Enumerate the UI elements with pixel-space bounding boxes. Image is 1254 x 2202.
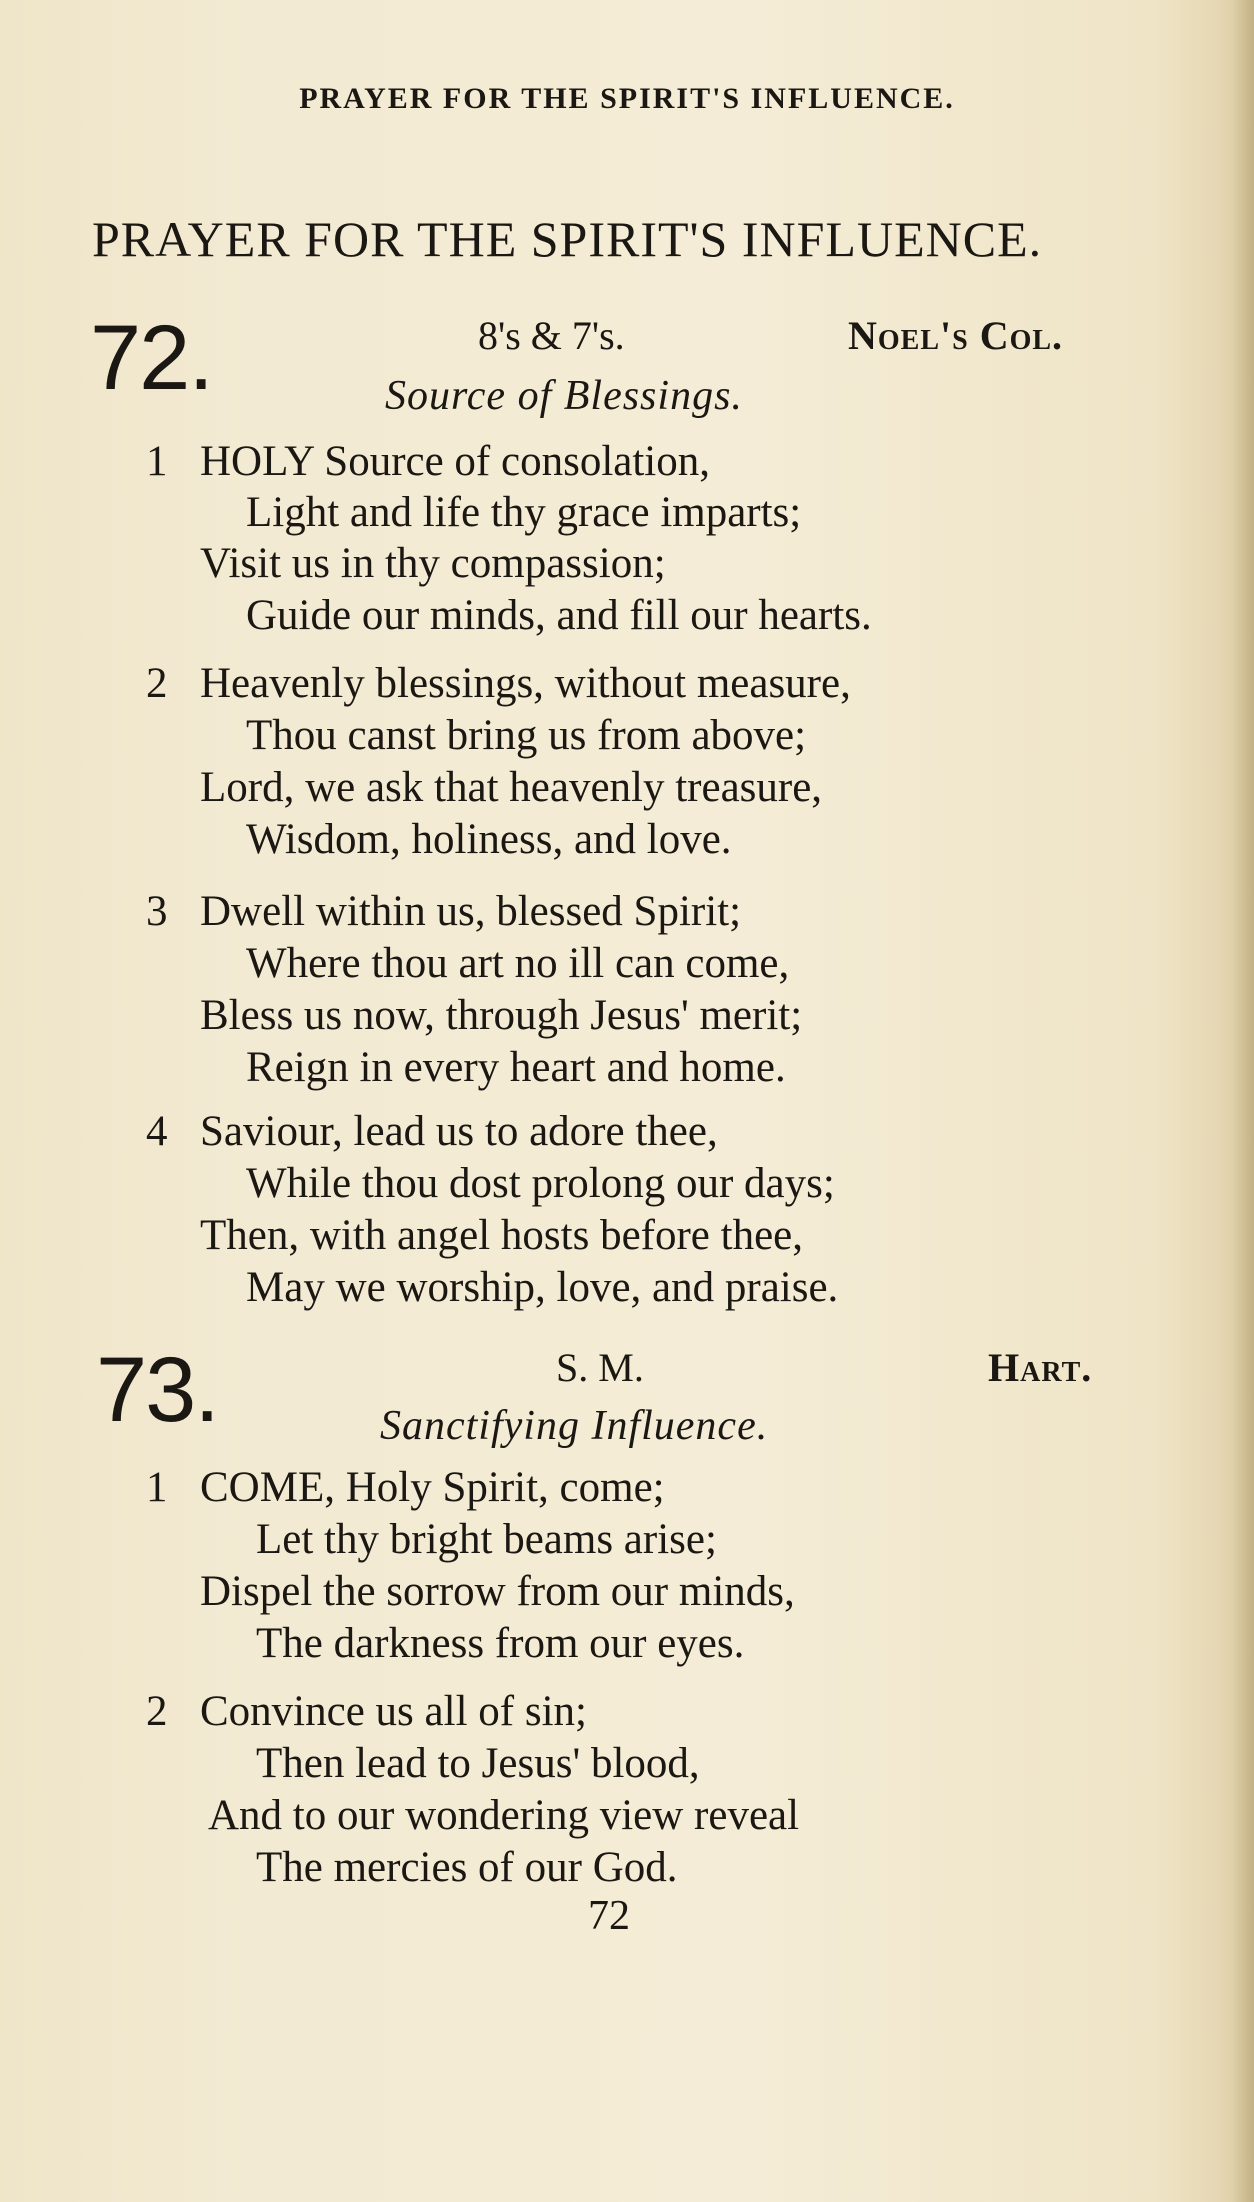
verse-line: Then lead to Jesus' blood, xyxy=(256,1740,700,1787)
page-number: 72 xyxy=(588,1893,630,1939)
hymn-number: 73. xyxy=(96,1339,218,1441)
verse-line: Reign in every heart and home. xyxy=(246,1044,786,1091)
stanza-number: 1 xyxy=(146,1464,168,1511)
verse-line: HOLY Source of consolation, xyxy=(200,438,710,485)
verse-line: Bless us now, through Jesus' merit; xyxy=(200,992,803,1039)
hymn-number: 72. xyxy=(90,307,212,409)
stanza-number: 1 xyxy=(146,438,168,485)
verse-line: Thou canst bring us from above; xyxy=(246,712,807,759)
verse-line: COME, Holy Spirit, come; xyxy=(200,1464,665,1511)
verse-line: Visit us in thy compassion; xyxy=(200,540,666,587)
hymn-subtitle: Source of Blessings. xyxy=(385,373,743,419)
verse-line: Then, with angel hosts before thee, xyxy=(200,1212,804,1259)
hymn-tune: Hart. xyxy=(988,1345,1093,1390)
verse-line: And to our wondering view reveal xyxy=(208,1792,800,1839)
verse-line: Where thou art no ill can come, xyxy=(246,940,790,987)
verse-line: Heavenly blessings, without measure, xyxy=(200,660,851,707)
hymn-meter: 8's & 7's. xyxy=(478,313,625,358)
hymn-tune: Noel's Col. xyxy=(848,313,1064,358)
verse-line: Wisdom, holiness, and love. xyxy=(246,816,732,863)
verse-line: Convince us all of sin; xyxy=(200,1688,587,1735)
verse-line: The mercies of our God. xyxy=(256,1844,678,1891)
verse-line: While thou dost prolong our days; xyxy=(246,1160,835,1207)
stanza-number: 3 xyxy=(146,888,168,935)
hymn-meter: S. M. xyxy=(556,1345,644,1390)
verse-line: The darkness from our eyes. xyxy=(256,1620,745,1667)
stanza-number: 2 xyxy=(146,660,168,707)
running-head: PRAYER FOR THE SPIRIT'S INFLUENCE. xyxy=(299,82,955,115)
verse-line: Guide our minds, and fill our hearts. xyxy=(246,592,872,639)
verse-line: Let thy bright beams arise; xyxy=(256,1516,717,1563)
verse-line: Saviour, lead us to adore thee, xyxy=(200,1108,718,1155)
verse-line: Dispel the sorrow from our minds, xyxy=(200,1568,795,1615)
verse-line: Dwell within us, blessed Spirit; xyxy=(200,888,742,935)
stanza-number: 4 xyxy=(146,1108,168,1155)
section-title: PRAYER FOR THE SPIRIT'S INFLUENCE. xyxy=(92,211,1043,267)
stanza-number: 2 xyxy=(146,1688,168,1735)
verse-line: Lord, we ask that heavenly treasure, xyxy=(200,764,823,811)
page-edge-shadow xyxy=(1232,0,1254,2202)
verse-line: May we worship, love, and praise. xyxy=(246,1264,839,1311)
verse-line: Light and life thy grace imparts; xyxy=(246,489,802,536)
hymn-subtitle: Sanctifying Influence. xyxy=(380,1403,769,1449)
